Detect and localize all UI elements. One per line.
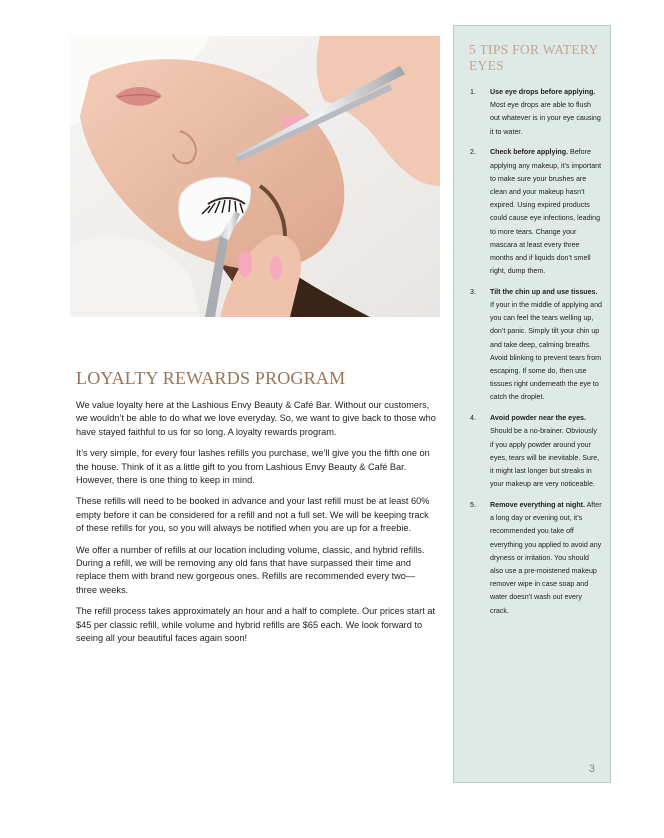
tip-text: If your in the middle of applying and you can feel the tears welling up, don’t panic. Simply tilt your chin up and take deep, calming breaths. Avoid blinking to prevent tears from escaping. If some do, then use tissues right underneath the eye to catch the droplet.	[490, 301, 602, 402]
tips-list	[468, 86, 602, 625]
paragraph: The refill process takes approximately an hour and a half to complete. Our prices start at $45 per classic refill, while volume and hybrid refills are $65 each. We look forward to seeing all your beautiful faces again soon!	[76, 606, 435, 644]
tip-number: 3.	[470, 287, 476, 296]
tip-item	[468, 412, 602, 491]
page-title: LOYALTY REWARDS PROGRAM	[76, 368, 346, 388]
tip-text: Most eye drops are able to flush out whatever is in your eye causing it to water.	[490, 101, 601, 136]
tip-text: Should be a no-brainer. Obviously if you apply powder around your eyes, tears will be inevitable. Sure, it might last longer but streaks in your makeup are very noticeable.	[490, 427, 600, 489]
tip-item	[468, 499, 602, 618]
tip-heading: Tilt the chin up and use tissues.	[490, 287, 598, 296]
article-body	[76, 399, 436, 654]
paragraph: We offer a number of refills at our location including volume, classic, and hybrid refills. During a refill, we will be removing any old fans that have surpassed their time and replace them with brand new gorgeous ones. Refills are recommended every two—three weeks.	[76, 544, 425, 595]
tip-heading: Avoid powder near the eyes.	[490, 414, 586, 423]
tip-number: 5.	[470, 500, 476, 509]
tip-heading: Remove everything at night.	[490, 500, 585, 509]
tip-text: After a long day or evening out, it’s recommended you take off everything you applied to avoid any dryness or irritation. You should also use a pre-moistened makeup remover wipe in case soap and water doesn’t wash out every crack.	[490, 500, 602, 615]
tip-heading: Use eye drops before applying.	[490, 88, 596, 96]
paragraph: These refills will need to be booked in advance and your last refill must be at least 60% empty before it can be considered for a refill and not a full set. We will be keeping track of these refills for you, so you will always be notified when you are up for a freebie.	[76, 496, 430, 534]
sidebar-title: 5 TIPS FOR WATERY EYES	[469, 42, 599, 73]
page-number: 3	[588, 763, 595, 775]
tips-sidebar	[453, 25, 611, 783]
paragraph: It’s very simple, for every four lashes refills you purchase, we’ll give you the fifth one on the house. Think of it as a little gift to you from Lashious Envy Beauty & Café Bar. However, there is one thing to keep in mind.	[76, 448, 430, 486]
eyelash-extension-photo	[70, 36, 440, 317]
tip-item	[468, 86, 602, 139]
tip-text: Before applying any makeup, it’s important to make sure your brushes are clean and your makeup hasn’t expired. Using expired products could cause eye infections, leading to more tears. Change your mascara at least every three months and if liquids don’t smell right, dump them.	[490, 148, 602, 276]
tip-number: 2.	[470, 148, 476, 157]
tip-heading: Check before applying.	[490, 148, 569, 157]
tip-item	[468, 146, 602, 278]
tip-item	[468, 286, 602, 405]
paragraph: We value loyalty here at the Lashious Envy Beauty & Café Bar. Without our customers, we wouldn’t be able to do what we love everyday. So, we want to give back to those who have stayed faithful to us for so long. A loyalty rewards program.	[76, 400, 436, 437]
tip-number: 4.	[470, 414, 476, 423]
tip-number: 1.	[470, 88, 476, 96]
